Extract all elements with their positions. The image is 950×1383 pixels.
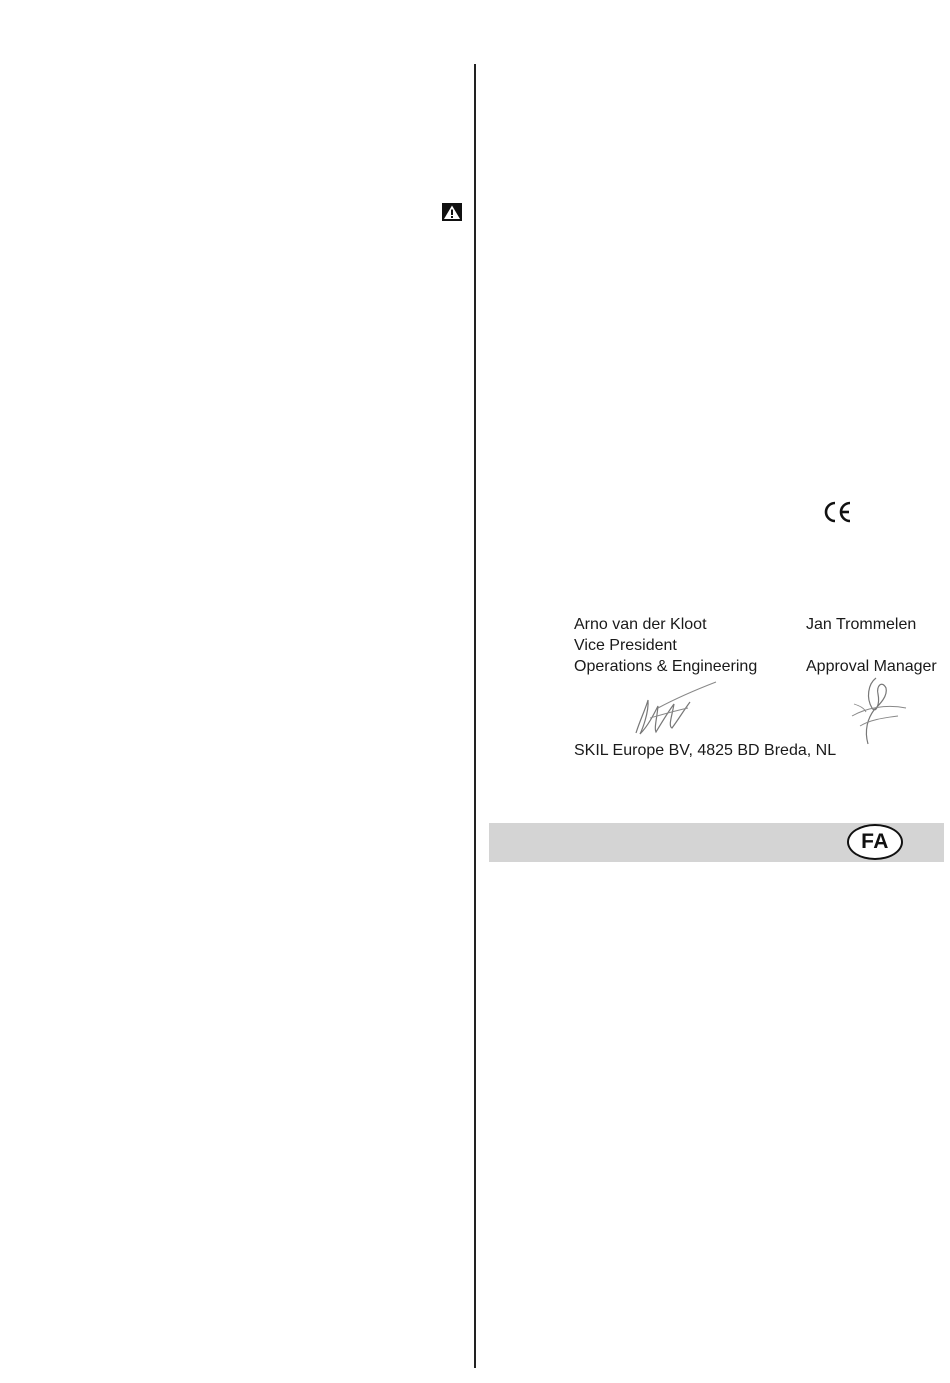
signatory-1-title: Vice President xyxy=(574,637,677,654)
warning-icon xyxy=(442,203,462,221)
signatory-1-department: Operations & Engineering xyxy=(574,658,758,675)
company-address: SKIL Europe BV, 4825 BD Breda, NL xyxy=(574,742,837,759)
column-divider xyxy=(474,64,476,1368)
signatory-1-name: Arno van der Kloot xyxy=(574,616,707,633)
signature-1 xyxy=(628,678,720,740)
ce-mark xyxy=(822,500,854,524)
language-badge: FA xyxy=(847,824,903,860)
signature-2 xyxy=(846,674,910,748)
signatory-2-name: Jan Trommelen xyxy=(806,616,917,633)
signatory-2-title: Approval Manager xyxy=(806,658,937,675)
